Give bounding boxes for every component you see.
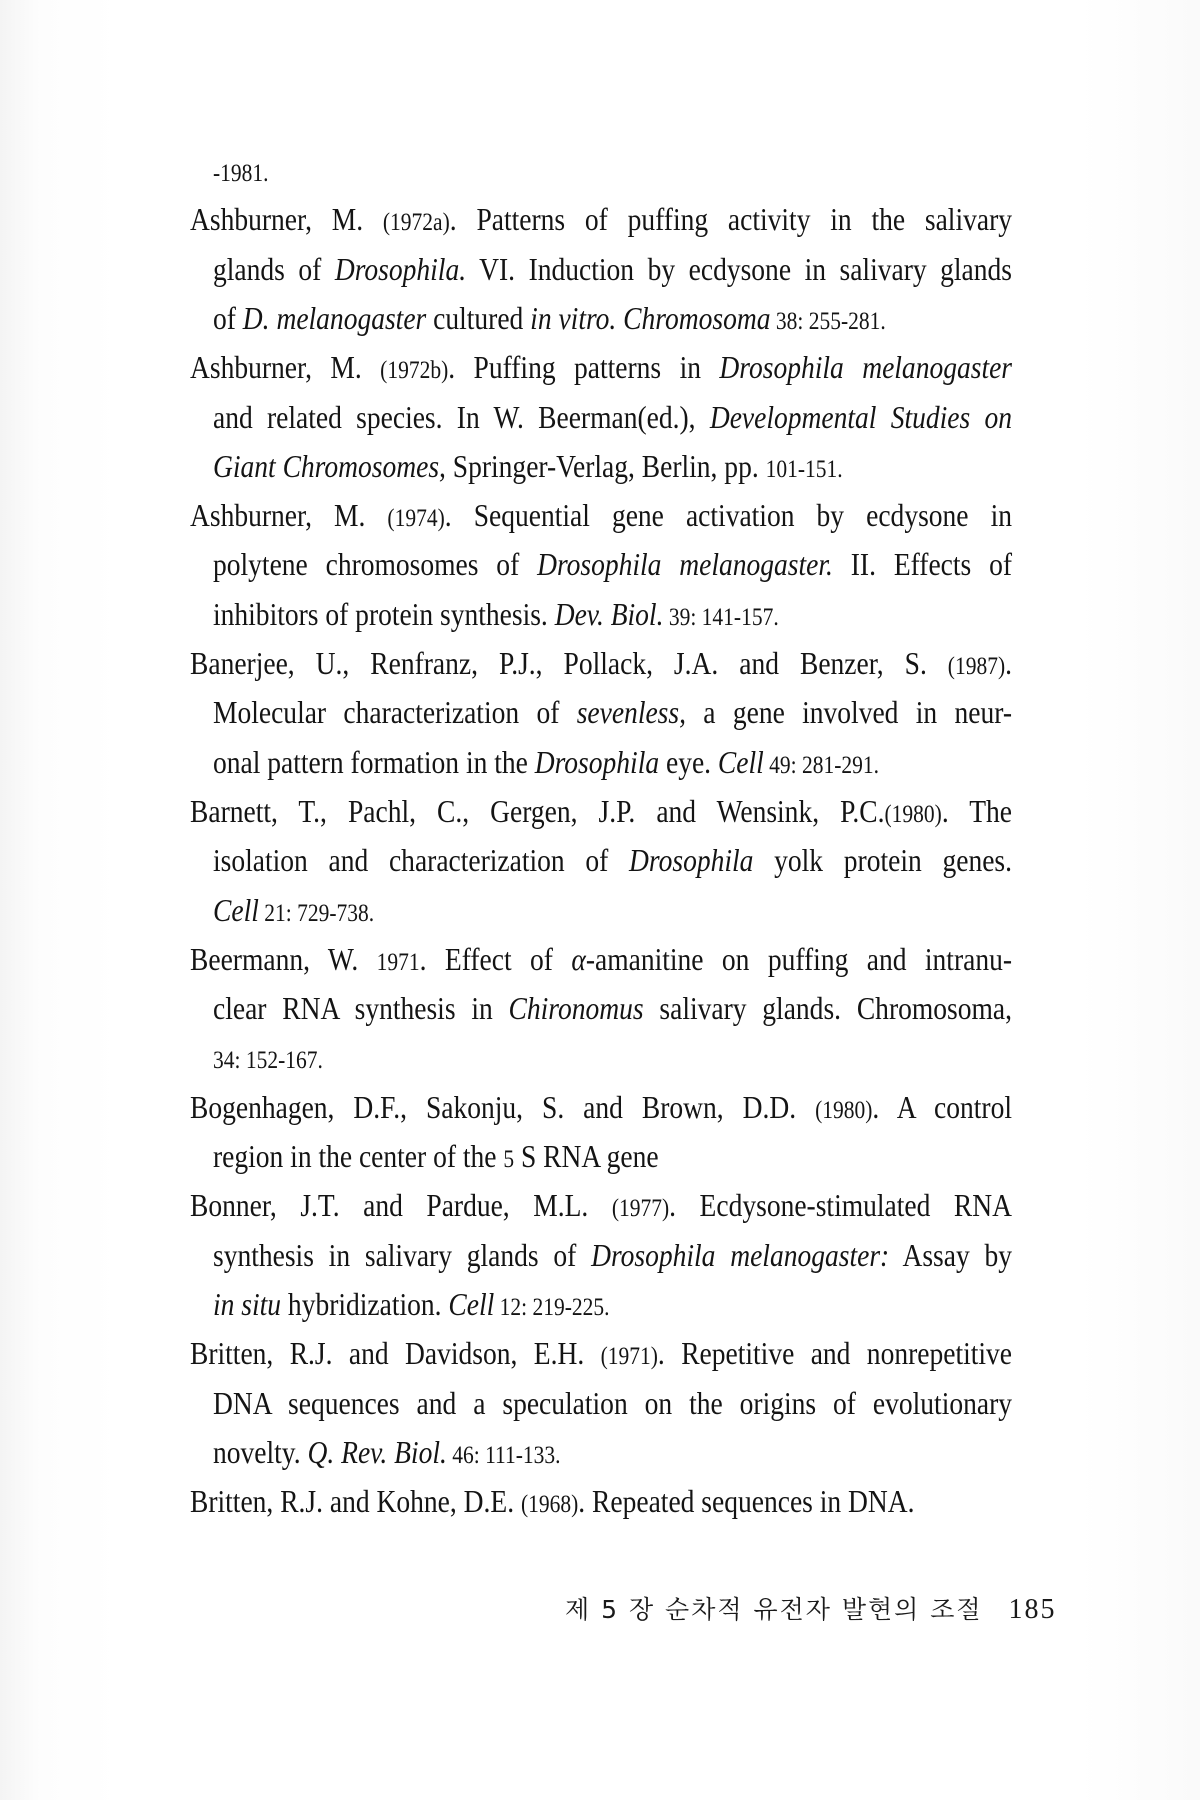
italic-text: Cell	[448, 1285, 495, 1322]
text-run: cultured	[426, 299, 531, 336]
reference-line	[190, 937, 1012, 981]
text-run: 12: 219-225.	[494, 1293, 610, 1321]
italic-text: D. melanogaster	[242, 299, 427, 336]
text-run: VI. Induction by ecdysone in salivary glands	[466, 250, 1013, 287]
italic-text: α	[571, 940, 586, 977]
italic-text: Chironomus	[508, 990, 644, 1027]
reference-line	[190, 493, 1012, 537]
reference-line	[213, 986, 1012, 1030]
italic-text: Dev. Biol.	[554, 595, 664, 632]
reference-line	[213, 740, 1012, 784]
text-run: novelty.	[213, 1433, 308, 1470]
text-run: glands of	[213, 250, 335, 287]
reference-line	[213, 395, 1012, 439]
text-run: Molecular characterization of	[213, 694, 577, 731]
italic-text: Drosophila.	[334, 250, 467, 287]
text-run: clear RNA synthesis in	[213, 990, 509, 1027]
reference-line	[190, 1479, 1012, 1523]
text-run: inhibitors of protein synthesis.	[213, 595, 555, 632]
text-run: (1971)	[600, 1343, 658, 1371]
text-run: 39: 141-157.	[663, 603, 779, 631]
text-run: II. Effects of	[832, 546, 1013, 583]
text-run: . Sequential gene activation by ecdysone in	[444, 497, 1013, 534]
reference-line	[213, 1282, 1012, 1326]
reference-line	[190, 1331, 1012, 1375]
text-run: 49: 281-291.	[763, 751, 880, 779]
text-run: . Repeated sequences in DNA.	[578, 1483, 915, 1520]
reference-line	[213, 296, 1012, 340]
text-run: Banerjee, U., Renfranz, P.J., Pollack, J.A. and Benzer, S.	[190, 645, 948, 681]
reference-line	[213, 592, 1012, 636]
text-run: eye.	[659, 743, 718, 780]
text-run: . A control	[872, 1088, 1012, 1125]
text-run: . Ecdysone-stimulated RNA	[669, 1187, 1013, 1224]
text-run: 101-151.	[765, 455, 843, 483]
reference-line	[213, 1381, 1012, 1425]
text-run: .	[1005, 645, 1012, 681]
text-run: 46: 111-133.	[446, 1441, 561, 1469]
text-run: region in the center of the	[213, 1138, 504, 1174]
italic-text: Drosophila melanogaster.	[537, 546, 833, 583]
text-run: Ashburner, M.	[190, 201, 383, 238]
text-run: (1987)	[947, 653, 1006, 680]
text-run: onal pattern formation in the	[213, 743, 535, 780]
text-run: yolk protein genes.	[753, 842, 1013, 879]
text-run: (1980)	[884, 800, 942, 828]
text-run: Bonner, J.T. and Pardue, M.L.	[190, 1187, 612, 1224]
reference-line	[190, 1085, 1012, 1129]
text-run: 34: 152-167.	[213, 1047, 323, 1075]
text-run: Assay by	[889, 1236, 1013, 1273]
italic-text: Developmental Studies on	[709, 398, 1013, 435]
italic-text: sevenless,	[576, 694, 686, 731]
chapter-title: 제 5 장 순차적 유전자 발현의 조절	[565, 1595, 983, 1624]
text-run: -amanitine on puffing and intranu-	[585, 940, 1013, 977]
reference-line	[213, 542, 1012, 586]
reference-line	[190, 1183, 1012, 1227]
text-run: hybridization.	[281, 1285, 449, 1322]
reference-line	[213, 1233, 1012, 1277]
italic-text: Drosophila melanogaster	[719, 349, 1013, 386]
italic-text: in vitro. Chromosoma	[530, 299, 771, 336]
text-run: DNA sequences and a speculation on the origins of evolutionary	[213, 1384, 1012, 1421]
reference-line	[213, 888, 1012, 932]
text-run: isolation and characterization of	[213, 842, 630, 879]
reference-line	[190, 789, 1012, 833]
text-run: . Effect of	[419, 940, 572, 977]
text-run: Springer-Verlag, Berlin, pp.	[445, 447, 766, 484]
running-footer	[565, 1590, 1057, 1626]
italic-text: Drosophila	[629, 842, 754, 879]
reference-line	[213, 1134, 1012, 1178]
italic-text: in situ	[213, 1285, 282, 1322]
text-run: (1968)	[520, 1491, 579, 1519]
text-run: Britten, R.J. and Kohne, D.E.	[190, 1483, 521, 1520]
text-run: . Repetitive and nonrepetitive	[657, 1335, 1013, 1372]
text-run: . Patterns of puffing activity in the salivary	[449, 201, 1013, 238]
text-run: (1977)	[611, 1195, 670, 1223]
reference-line	[213, 148, 1012, 192]
italic-text: Drosophila	[534, 743, 660, 780]
italic-text: Cell	[717, 743, 764, 780]
italic-text: Drosophila melanogaster:	[591, 1236, 890, 1273]
text-run: Ashburner, M.	[190, 497, 388, 534]
italic-text: Q. Rev. Biol.	[307, 1433, 447, 1470]
text-run: synthesis in salivary glands of	[213, 1236, 592, 1273]
text-run: Bogenhagen, D.F., Sakonju, S. and Brown, D.D.	[190, 1088, 816, 1125]
reference-line	[213, 1430, 1012, 1474]
text-run: 5	[503, 1146, 515, 1173]
reference-line	[190, 641, 1012, 685]
reference-line	[190, 197, 1012, 241]
text-run: . The	[941, 792, 1013, 829]
text-run: Barnett, T., Pachl, C., Gergen, J.P. and Wensink, P.C.	[190, 792, 885, 829]
text-run: 38: 255-281.	[770, 307, 886, 335]
text-run: (1972b)	[380, 357, 449, 385]
text-run: salivary glands. Chromosoma,	[643, 990, 1013, 1027]
italic-text: Giant Chromosomes,	[213, 447, 446, 484]
text-run: and related species. In W. Beerman(ed.),	[213, 398, 710, 435]
text-run: S RNA gene	[514, 1138, 659, 1174]
page-number: 185	[1008, 1594, 1057, 1625]
text-run: . Puffing patterns in	[448, 349, 720, 386]
text-run: -1981.	[213, 160, 269, 187]
reference-line	[213, 690, 1012, 734]
text-run: (1972a)	[382, 209, 450, 237]
text-run: Beermann, W.	[190, 940, 377, 977]
reference-line	[213, 1035, 1012, 1079]
italic-text: Cell	[213, 891, 259, 928]
text-run: Ashburner, M.	[190, 349, 381, 386]
reference-line	[213, 247, 1012, 291]
text-run: 1971	[376, 948, 420, 976]
text-run: a gene involved in neur-	[685, 694, 1013, 731]
reference-line	[213, 444, 1012, 488]
reference-line	[213, 838, 1012, 882]
reference-line	[190, 345, 1012, 389]
text-run: polytene chromosomes of	[213, 546, 538, 583]
text-run: of	[213, 299, 243, 336]
text-run: 21: 729-738.	[258, 899, 375, 927]
text-run: (1974)	[387, 505, 445, 533]
text-run: (1980)	[815, 1096, 873, 1124]
text-run: Britten, R.J. and Davidson, E.H.	[190, 1335, 601, 1372]
